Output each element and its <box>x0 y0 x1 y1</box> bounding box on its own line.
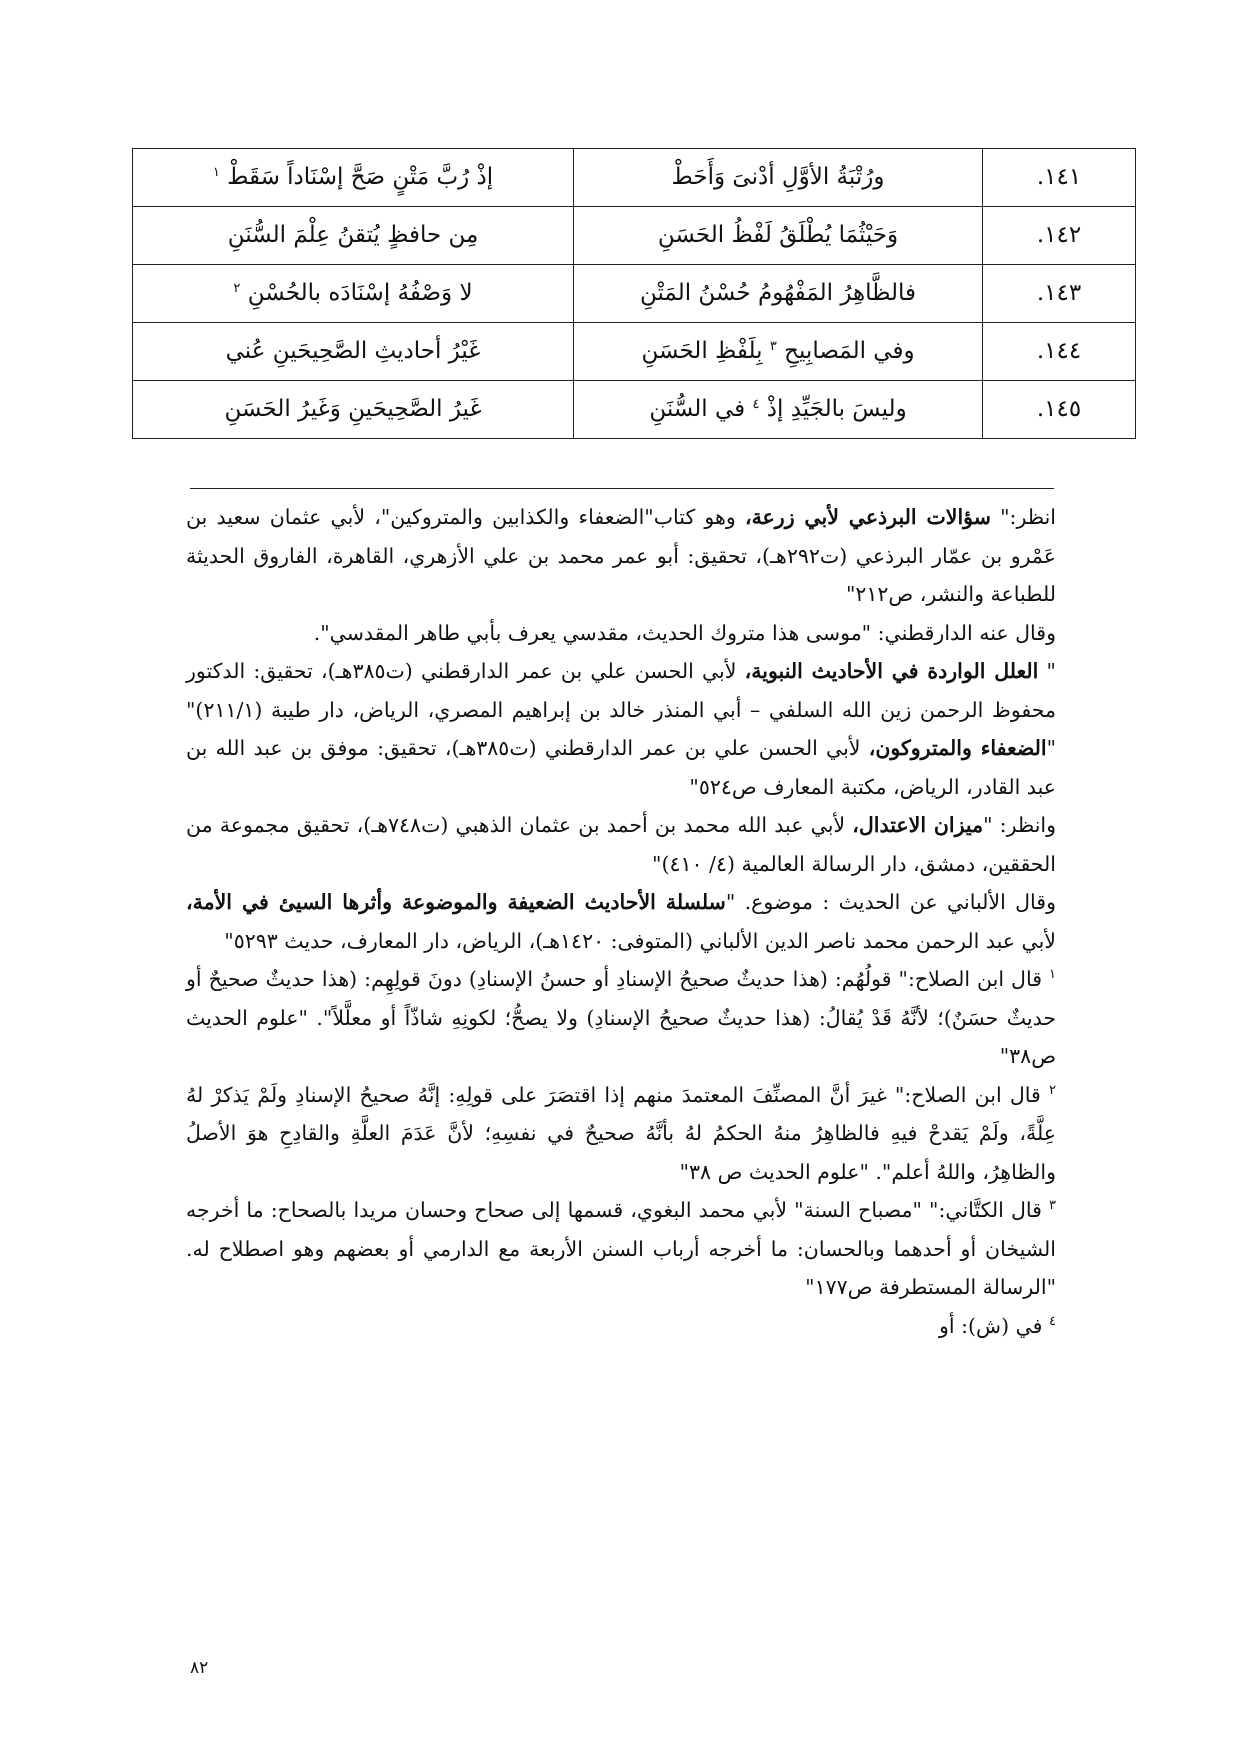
footnote-ref[interactable]: ٤ <box>752 396 760 412</box>
verse-row <box>133 323 1136 381</box>
footnote-text: وانظر: " <box>983 813 1057 837</box>
verse-first-hemistich: وَحَيْثُمَا يُطْلَقُ لَفْظُ الحَسَنِ <box>574 207 983 265</box>
verse-number: ١٤٤. <box>983 323 1136 381</box>
footnote-text: لأبي الحسن علي بن عمر الدارقطني (ت٣٨٥هـ)، تحقيق: موفق بن عبد الله بن عبد القادر، الرياض، مكتبة المعارف ص٥٢٤" <box>186 736 1056 799</box>
footnote-ref[interactable]: ٢ <box>233 280 241 296</box>
footnote-marker: ٤ <box>1049 1313 1056 1329</box>
footnote-ref[interactable]: ١ <box>212 164 220 180</box>
footnote-text: لأبي الحسن علي بن عمر الدارقطني (ت٣٨٥هـ)، تحقيق: الدكتور محفوظ الرحمن زين الله السلفي – أبي المنذر خالد بن إبراهيم المصري، الرياض، دار طيبة (٢١١/١)" " <box>186 659 1056 760</box>
footnote-1 <box>186 960 1056 1076</box>
footnote-text: وقال الألباني عن الحديث : موضوع. " <box>725 890 1057 914</box>
book-title: العلل الواردة في الأحاديث النبوية، <box>744 659 1039 683</box>
footnote-4 <box>186 1307 1056 1346</box>
footnote-text: قال ابن الصلاح:" قولُهُم: (هذا حديثٌ صحيحُ الإسنادِ أو حسنُ الإسنادِ) دونَ قولِهِم: (هذا حديثٌ صحيحٌ أو حديثٌ حسَنٌ)؛ لأنَّهُ قَدْ يُقالُ: (هذا حديثٌ صحيحُ الإسنادِ) ولا يصحُّ؛ لكونِهِ شاذّاً أو معلَّلاً". "علوم الحديث ص٣٨" <box>186 967 1056 1068</box>
verse-text: إذْ رُبَّ مَتْنٍ صَحَّ إسْنَاداً سَقَطْ <box>227 163 494 190</box>
footnote-text: لأبي عبد الرحمن محمد ناصر الدين الألباني (المتوفى: ١٤٢٠هـ)، الرياض، دار المعارف، حديث ٥٢٩٣" <box>224 928 1056 953</box>
verse-text: لا وَصْفُهُ إسْنَادَه بالحُسْنِ <box>247 279 473 306</box>
footnote-paragraph <box>186 652 1056 806</box>
verse-row <box>133 265 1136 323</box>
book-title: سلسلة الأحاديث الضعيفة والموضوعة وأثرها السيئ في الأمة، <box>186 890 726 914</box>
verse-second-hemistich <box>133 149 574 207</box>
verse-number: ١٤١. <box>983 149 1136 207</box>
footnotes-section <box>186 498 1056 1345</box>
page-number: ٨٢ <box>190 1658 209 1678</box>
verse-row <box>133 207 1136 265</box>
footnote-paragraph <box>186 883 1056 960</box>
verse-text: في السُّنَنِ <box>649 395 746 422</box>
verse-first-hemistich <box>574 323 983 381</box>
footnote-paragraph <box>186 498 1056 614</box>
verse-text: وليسَ بالجَيِّدِ إذْ <box>766 395 907 422</box>
footnote-marker: ٢ <box>1049 1082 1056 1098</box>
verse-row <box>133 381 1136 439</box>
verse-text: وفي المَصابِيحِ <box>784 337 915 364</box>
book-title: سؤالات البرذعي لأبي زرعة، <box>744 505 991 529</box>
footnote-3 <box>186 1191 1056 1307</box>
verse-number: ١٤٣. <box>983 265 1136 323</box>
footnote-text: " <box>1038 659 1056 683</box>
book-title: ميزان الاعتدال، <box>852 813 984 837</box>
footnote-ref[interactable]: ٣ <box>769 338 777 354</box>
verse-second-hemistich: مِن حافظٍ يُتقنُ عِلْمَ السُّنَنِ <box>133 207 574 265</box>
footnote-text: قال ابن الصلاح:" غيرَ أنَّ المصنِّفَ المعتمدَ منهم إذا اقتصَرَ على قولِهِ: إنَّهُ صحيحُ الإسنادِ ولَمْ يَذكرْ لهُ عِلَّةً، ولَمْ يَقدحْ فيهِ فالظاهِرُ منهُ الحكمُ لهُ بأنَّهُ صحيحٌ في نفسِهِ؛ لأنَّ عَدَمَ العلَّةِ والقادِحِ هوَ الأصلُ والظاهِرُ، واللهُ أعلم". "علوم الحديث ص ٣٨" <box>186 1082 1056 1184</box>
footnote-2 <box>186 1076 1056 1192</box>
verse-first-hemistich <box>574 381 983 439</box>
verse-number: ١٤٢. <box>983 207 1136 265</box>
footnote-text: قال الكتَّاني:" "مصباح السنة" لأبي محمد البغوي، قسمها إلى صحاح وحسان مريدا بالصحاح: ما أخرجه الشيخان أو أحدهما وبالحسان: ما أخرجه أرباب السنن الأربعة مع الدارمي أو بعضهم وهو اصطلاح له. "الرسالة المستطرفة ص١٧٧" <box>186 1198 1056 1299</box>
footnote-paragraph <box>186 806 1056 883</box>
footnote-paragraph: وقال عنه الدارقطني: "موسى هذا متروك الحديث، مقدسي يعرف بأبي طاهر المقدسي". <box>313 620 1056 645</box>
book-title: الضعفاء والمتروكون، <box>868 736 1047 760</box>
verse-row <box>133 149 1136 207</box>
footnote-marker: ٣ <box>1049 1198 1056 1213</box>
footnote-text: وهو كتاب"الضعفاء والكذابين والمتروكين"، لأبي عثمان سعيد بن عَمْرو بن عمّار البرذعي (ت٢٩٢هـ)، تحقيق: أبو عمر محمد بن علي الأزهري، القاهرة، الفاروق الحديثة للطباعة والنشر، ص٢١٢" <box>186 505 1056 606</box>
footnote-marker: ١ <box>1049 967 1056 982</box>
footnote-divider <box>190 488 1054 489</box>
verse-second-hemistich <box>133 265 574 323</box>
verse-first-hemistich: ورُتْبَةُ الأوَّلِ أدْنىَ وَأَحَطْ <box>574 149 983 207</box>
verse-text: بِلَفْظِ الحَسَنِ <box>641 337 763 364</box>
verse-second-hemistich: غَيْرُ أحاديثِ الصَّحِيحَينِ عُني <box>133 323 574 381</box>
verse-number: ١٤٥. <box>983 381 1136 439</box>
footnote-text: لأبي عبد الله محمد بن أحمد بن عثمان الذهبي (ت٧٤٨هـ)، تحقيق مجموعة من الحققين، دمشق، دار الرسالة العالمية (٤/ ٤١٠)" <box>186 813 1056 876</box>
footnote-text: في (ش): أو <box>939 1313 1043 1338</box>
footnote-text: انظر:" <box>990 505 1056 529</box>
verse-table <box>132 148 1136 439</box>
verse-second-hemistich: غَيرُ الصَّحِيحَينِ وَغَيرُ الحَسَنِ <box>133 381 574 439</box>
verse-first-hemistich: فالظَّاهِرُ المَفْهُومُ حُسْنُ المَتْنِ <box>574 265 983 323</box>
